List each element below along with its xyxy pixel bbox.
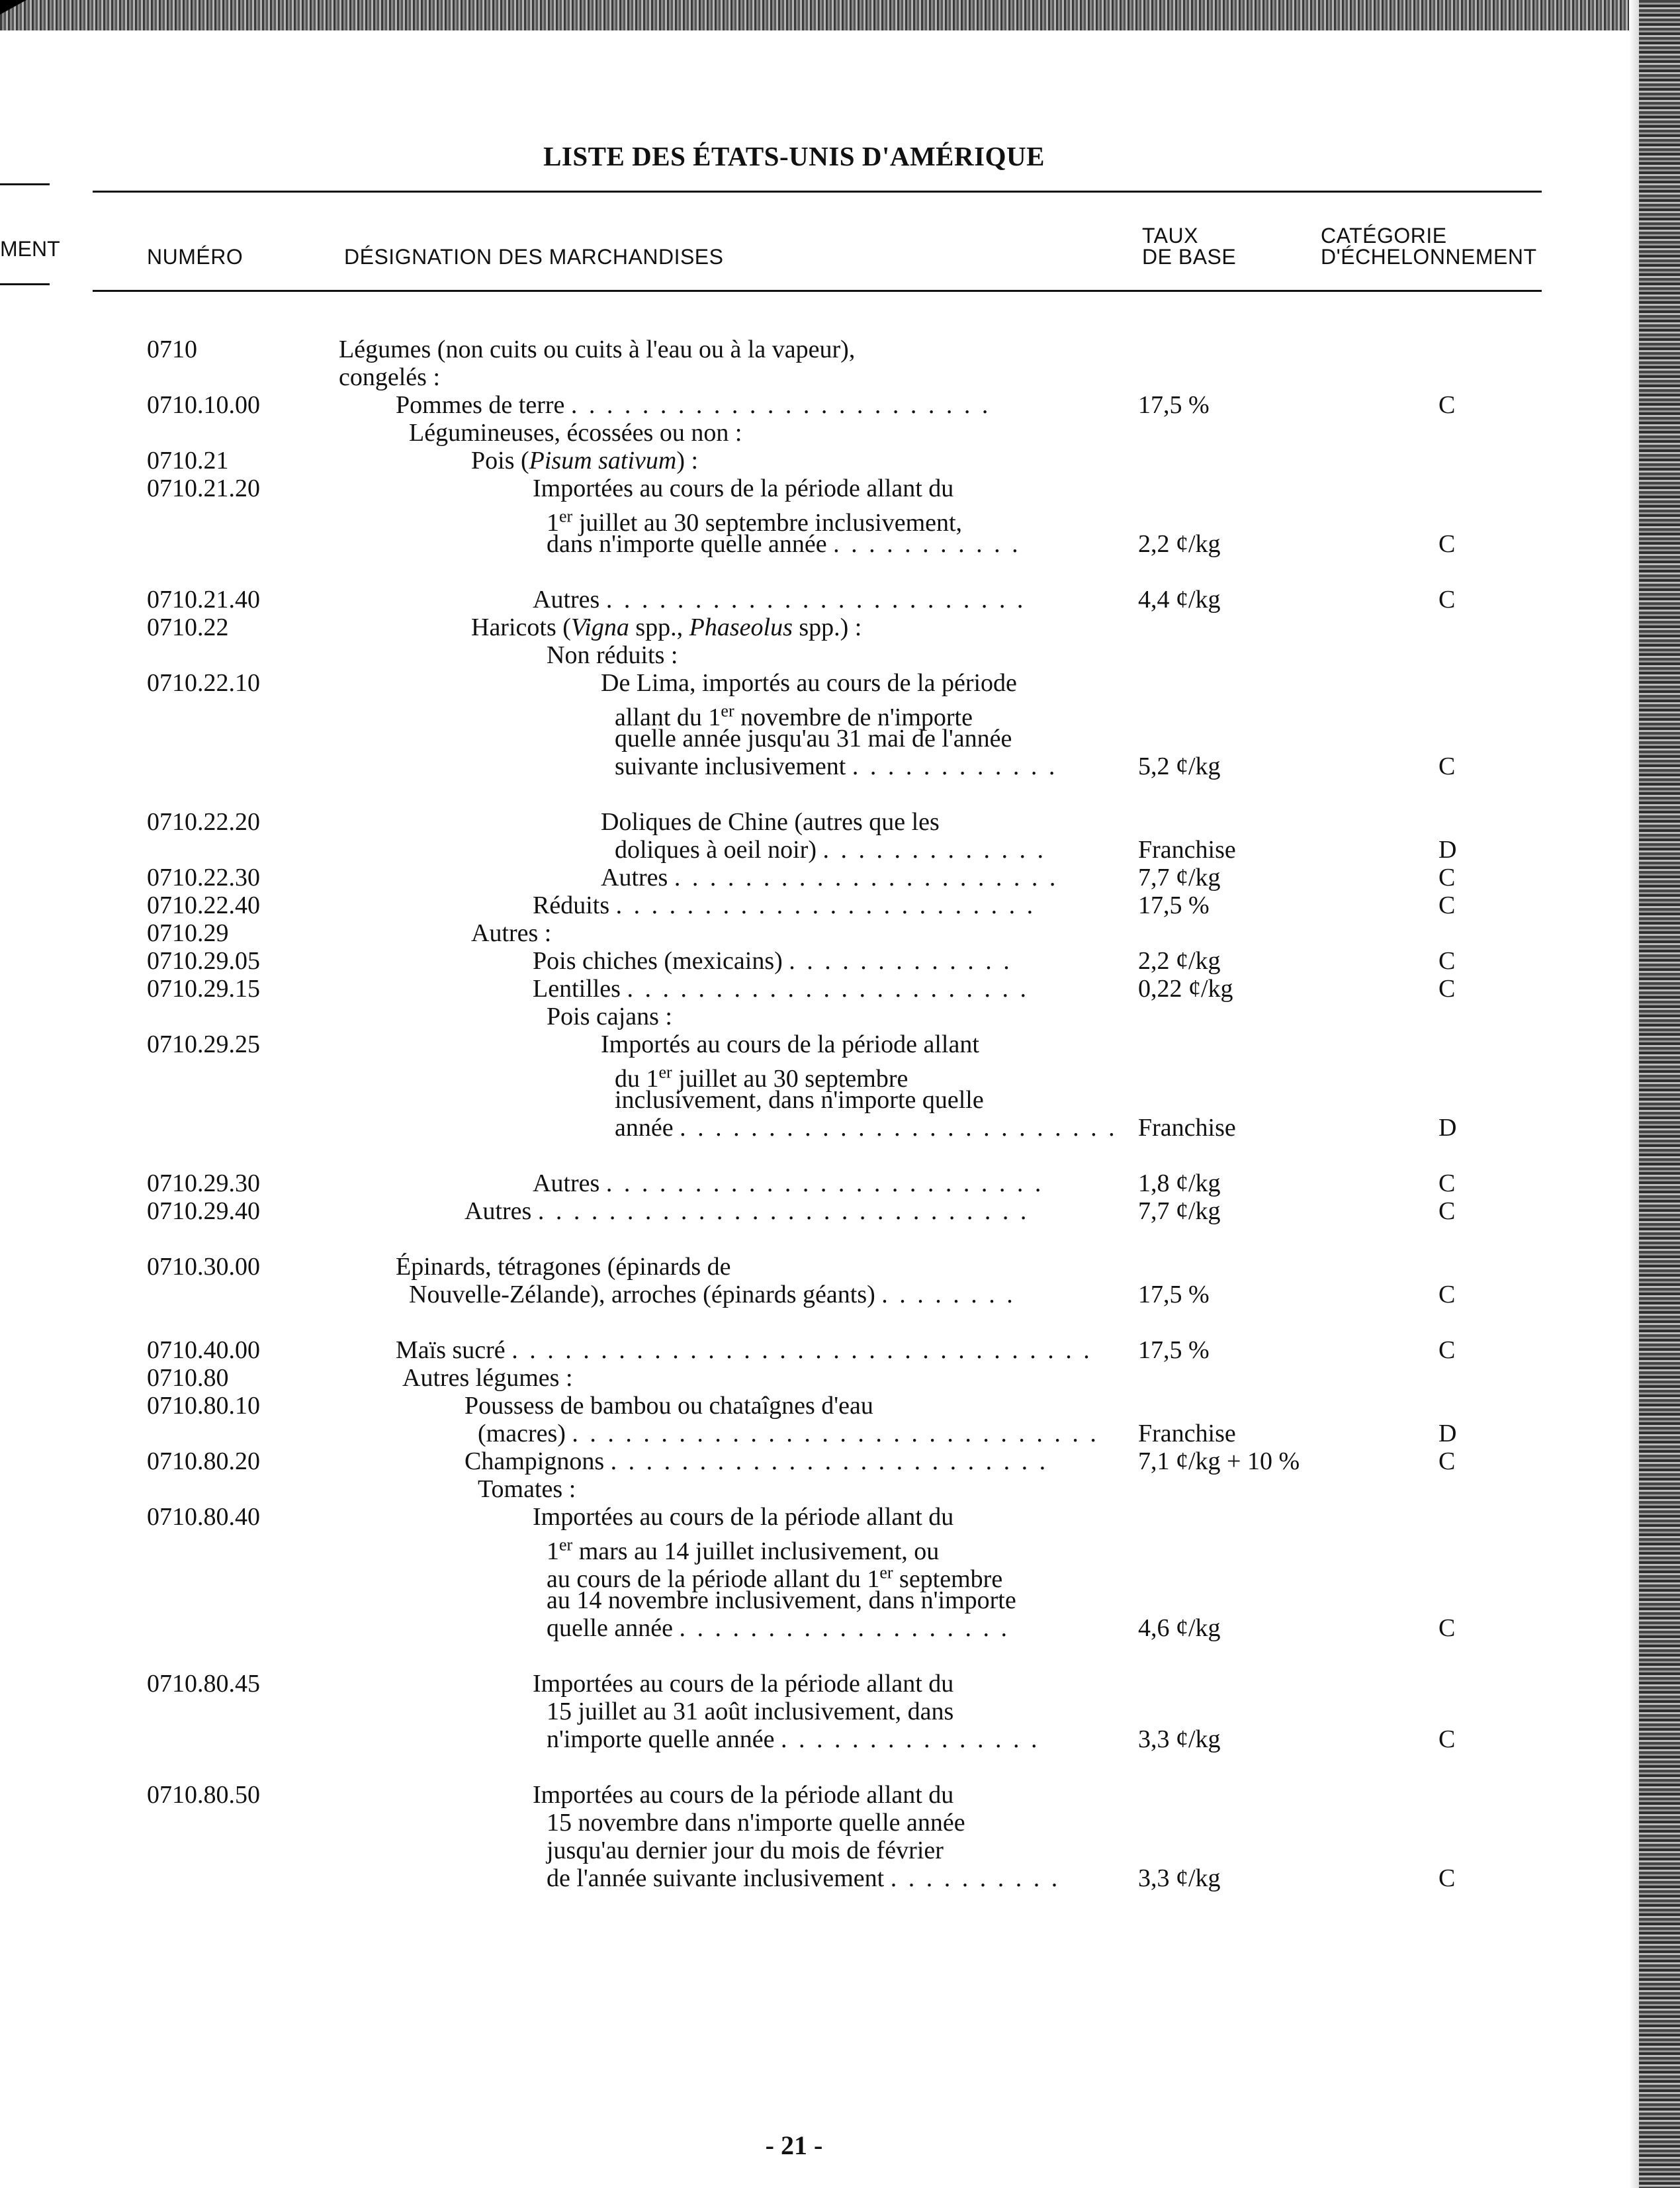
base-rate: Franchise [1138, 1420, 1236, 1447]
leader-dots: . . . . . . . . . . . . . [789, 947, 1012, 975]
description-text: quelle année [547, 1614, 673, 1642]
staging-category: C [1438, 752, 1456, 780]
goods-description [533, 1781, 953, 1809]
tariff-number: 0710.80.45 [147, 1670, 260, 1698]
page-number: - 21 - [765, 2130, 823, 2160]
goods-description [533, 1169, 1043, 1197]
base-rate: 2,2 ¢/kg [1138, 947, 1221, 975]
tariff-number: 0710.80.50 [147, 1781, 260, 1809]
goods-description [601, 1030, 979, 1058]
staging-category: C [1438, 1197, 1456, 1225]
tariff-number: 0710.29.05 [147, 947, 260, 975]
description-text: quelle année jusqu'au 31 mai de l'année [615, 725, 1012, 752]
staging-category: C [1438, 947, 1456, 975]
leader-dots: . . . . . . . . . . . . . . . . . . . . . . . . . [610, 1447, 1049, 1475]
description-text: jusqu'au dernier jour du mois de février [547, 1837, 944, 1864]
goods-description [547, 1864, 1060, 1892]
description-text: Autres [601, 864, 668, 891]
col-taux-line1: TAUX [1142, 224, 1198, 248]
leader-dots: . . . . . . . . . . . . . . . . . . . . . . . . [570, 391, 991, 419]
goods-description [533, 891, 1036, 919]
staging-category: C [1438, 1169, 1456, 1197]
staging-category: C [1438, 1281, 1456, 1308]
goods-description [547, 1003, 672, 1030]
description-text: Doliques de Chine (autres que les [601, 808, 940, 836]
description-text: du 1er juillet au 30 septembre [615, 1062, 908, 1093]
goods-description [547, 530, 1021, 558]
leader-dots: . . . . . . . . . . . . . . . . . . . . . . . . [605, 586, 1026, 614]
tariff-number: 0710 [147, 336, 197, 363]
staging-category: D [1438, 1420, 1457, 1447]
description-text: Tomates : [478, 1475, 576, 1503]
leader-dots: . . . . . . . . . . . [833, 530, 1021, 558]
description-text: Champignons [464, 1447, 605, 1475]
scan-right-shadow [1629, 0, 1640, 2188]
description-text: Légumineuses, écossées ou non : [409, 419, 742, 447]
description-text: dans n'importe quelle année [547, 530, 827, 558]
col-taux-line2: DE BASE [1142, 245, 1237, 269]
col-categorie-line1: CATÉGORIE [1321, 224, 1447, 248]
tariff-number: 0710.80.10 [147, 1392, 260, 1420]
description-text: Autres [533, 586, 600, 614]
tariff-number: 0710.22 [147, 614, 229, 641]
description-text: Pois chiches (mexicains) [533, 947, 783, 975]
goods-description [547, 1614, 1010, 1642]
description-text: 1er juillet au 30 septembre inclusivement, [547, 506, 963, 537]
goods-description [471, 614, 862, 641]
base-rate: 2,2 ¢/kg [1138, 530, 1221, 558]
tariff-number: 0710.21 [147, 447, 229, 475]
tariff-number: 0710.80 [147, 1364, 229, 1392]
stub-column-fragment: MENT [0, 237, 60, 261]
base-rate: 17,5 % [1138, 891, 1210, 919]
goods-description [615, 752, 1057, 780]
corner-mark [0, 0, 26, 15]
leader-dots: . . . . . . . . . . . . . . . . . . . . . . . . . . . . [537, 1197, 1030, 1225]
goods-description [615, 836, 1046, 864]
tariff-number: 0710.29.30 [147, 1169, 260, 1197]
base-rate: 7,7 ¢/kg [1138, 1197, 1221, 1225]
leader-dots: . . . . . . . . . . . . . . . . . . . . . . . . . . . . . . [572, 1420, 1099, 1447]
staging-category: C [1438, 891, 1456, 919]
base-rate: 0,22 ¢/kg [1138, 975, 1233, 1003]
scan-top-edge [0, 0, 1680, 30]
description-text: Légumes (non cuits ou cuits à l'eau ou à la vapeur), [339, 336, 856, 363]
goods-description [547, 1586, 1016, 1614]
staging-category: D [1438, 836, 1457, 864]
tariff-number: 0710.80.20 [147, 1447, 260, 1475]
base-rate: 1,8 ¢/kg [1138, 1169, 1221, 1197]
tariff-number: 0710.21.20 [147, 475, 260, 502]
staging-category: C [1438, 1336, 1456, 1364]
stub-rule-bottom [0, 283, 50, 285]
col-categorie-line2: D'ÉCHELONNEMENT [1321, 245, 1537, 269]
base-rate: Franchise [1138, 836, 1236, 864]
description-text: 1er mars au 14 juillet inclusivement, ou [547, 1535, 940, 1565]
base-rate: 7,7 ¢/kg [1138, 864, 1221, 891]
staging-category: C [1438, 1614, 1456, 1642]
staging-category: D [1438, 1114, 1457, 1142]
goods-description [547, 1837, 944, 1864]
goods-description [464, 1392, 873, 1420]
staging-category: C [1438, 1725, 1456, 1753]
goods-description [396, 1253, 731, 1281]
goods-description [396, 391, 991, 419]
header-rule-top [93, 191, 1542, 193]
leader-dots: . . . . . . . . . . . . . . . [781, 1725, 1040, 1753]
page-title: LISTE DES ÉTATS-UNIS D'AMÉRIQUE [543, 141, 1045, 171]
description-text: congelés : [339, 363, 441, 391]
staging-category: C [1438, 975, 1456, 1003]
goods-description [339, 336, 855, 363]
leader-dots: . . . . . . . . . . . . . . . . . . . . . . . . [615, 891, 1036, 919]
goods-description [533, 1670, 953, 1698]
goods-description [533, 1503, 953, 1531]
leader-dots: . . . . . . . . . . . . . . . . . . . . . . . . . . . . . . . . . [511, 1336, 1092, 1364]
goods-description [615, 1114, 1118, 1142]
goods-description [339, 363, 440, 391]
description-text: Autres légumes : [402, 1364, 573, 1392]
staging-category: C [1438, 391, 1456, 419]
goods-description [409, 1281, 1016, 1308]
scan-right-edge [1639, 0, 1680, 2188]
leader-dots: . . . . . . . . . . . . . . . . . . . . . . . . . [605, 1169, 1044, 1197]
description-text: année [615, 1114, 674, 1142]
description-text: Importées au cours de la période allant du [533, 1670, 954, 1698]
goods-description [396, 1336, 1092, 1364]
leader-dots: . . . . . . . . . . . . . . . . . . . [679, 1614, 1010, 1642]
staging-category: C [1438, 1864, 1456, 1892]
staging-category: C [1438, 586, 1456, 614]
goods-description [533, 947, 1012, 975]
description-text: 15 juillet au 31 août inclusivement, dans [547, 1698, 954, 1725]
base-rate: 3,3 ¢/kg [1138, 1725, 1221, 1753]
base-rate: Franchise [1138, 1114, 1236, 1142]
goods-description [471, 447, 698, 475]
base-rate: 4,6 ¢/kg [1138, 1614, 1221, 1642]
leader-dots: . . . . . . . . . . . . [852, 752, 1058, 780]
description-text: Importées au cours de la période allant du [533, 1503, 954, 1531]
tariff-number: 0710.80.40 [147, 1503, 260, 1531]
description-text: inclusivement, dans n'importe quelle [615, 1086, 984, 1114]
goods-description [547, 1809, 965, 1837]
description-text: De Lima, importés au cours de la période [601, 669, 1017, 697]
tariff-number: 0710.29.25 [147, 1030, 260, 1058]
goods-description [464, 1447, 1048, 1475]
description-text: doliques à oeil noir) [615, 836, 817, 864]
header-rule-bottom [93, 290, 1542, 292]
goods-description [464, 1197, 1029, 1225]
description-text: Pois cajans : [547, 1003, 672, 1030]
goods-description [533, 475, 953, 502]
description-text: Importées au cours de la période allant du [533, 475, 954, 502]
description-text: suivante inclusivement [615, 752, 846, 780]
description-text: Pommes de terre [396, 391, 565, 419]
goods-description [478, 1475, 576, 1503]
description-text: Pois (Pisum sativum) : [471, 447, 699, 475]
tariff-number: 0710.22.40 [147, 891, 260, 919]
description-text: Haricots (Vigna spp., Phaseolus spp.) : [471, 614, 862, 641]
description-text: au 14 novembre inclusivement, dans n'importe [547, 1586, 1016, 1614]
tariff-number: 0710.22.10 [147, 669, 260, 697]
goods-description [402, 1364, 573, 1392]
tariff-number: 0710.22.30 [147, 864, 260, 891]
tariff-number: 0710.22.20 [147, 808, 260, 836]
goods-description [409, 419, 742, 447]
description-text: allant du 1er novembre de n'importe [615, 701, 973, 731]
description-text: Autres [464, 1197, 532, 1225]
base-rate: 4,4 ¢/kg [1138, 586, 1221, 614]
base-rate: 17,5 % [1138, 1281, 1210, 1308]
description-text: Poussess de bambou ou chataîgnes d'eau [464, 1392, 873, 1420]
tariff-number: 0710.21.40 [147, 586, 260, 614]
tariff-number: 0710.29.15 [147, 975, 260, 1003]
leader-dots: . . . . . . . . . . . . . . . . . . . . . . . [627, 975, 1029, 1003]
goods-description [615, 1086, 984, 1114]
goods-description [547, 1698, 953, 1725]
goods-description [471, 919, 551, 947]
description-text: Non réduits : [547, 641, 678, 669]
leader-dots: . . . . . . . . . . . . . . . . . . . . . . . . . [680, 1114, 1118, 1142]
goods-description [601, 864, 1058, 891]
leader-dots: . . . . . . . . . . . . . [822, 836, 1046, 864]
description-text: Autres [533, 1169, 600, 1197]
description-text: Maïs sucré [396, 1336, 506, 1364]
description-text: Importés au cours de la période allant [601, 1030, 979, 1058]
tariff-number: 0710.29.40 [147, 1197, 260, 1225]
col-designation: DÉSIGNATION DES MARCHANDISES [344, 245, 724, 269]
description-text: n'importe quelle année [547, 1725, 775, 1753]
description-text: 15 novembre dans n'importe quelle année [547, 1809, 965, 1837]
description-text: au cours de la période allant du 1er septembre [547, 1563, 1003, 1593]
base-rate: 17,5 % [1138, 1336, 1210, 1364]
staging-category: C [1438, 1447, 1456, 1475]
description-text: (macres) [478, 1420, 566, 1447]
tariff-number: 0710.10.00 [147, 391, 260, 419]
leader-dots: . . . . . . . . . . . . . . . . . . . . . . [674, 864, 1059, 891]
goods-description [615, 725, 1012, 752]
goods-description [533, 586, 1026, 614]
tariff-number: 0710.29 [147, 919, 229, 947]
stub-rule-top [0, 183, 50, 185]
goods-description [478, 1420, 1099, 1447]
description-text: Réduits [533, 891, 610, 919]
tariff-number: 0710.40.00 [147, 1336, 260, 1364]
goods-description [547, 641, 678, 669]
base-rate: 3,3 ¢/kg [1138, 1864, 1221, 1892]
staging-category: C [1438, 530, 1456, 558]
leader-dots: . . . . . . . . . . [890, 1864, 1061, 1892]
description-text: de l'année suivante inclusivement [547, 1864, 885, 1892]
description-text: Importées au cours de la période allant du [533, 1781, 954, 1809]
goods-description [533, 975, 1029, 1003]
tariff-number: 0710.30.00 [147, 1253, 260, 1281]
leader-dots: . . . . . . . . [881, 1281, 1016, 1308]
description-text: Autres : [471, 919, 552, 947]
goods-description [547, 1725, 1040, 1753]
goods-description [601, 808, 940, 836]
description-text: Épinards, tétragones (épinards de [396, 1253, 731, 1281]
base-rate: 7,1 ¢/kg + 10 % [1138, 1447, 1300, 1475]
base-rate: 5,2 ¢/kg [1138, 752, 1221, 780]
description-text: Lentilles [533, 975, 621, 1003]
goods-description [601, 669, 1017, 697]
col-numero: NUMÉRO [147, 245, 243, 269]
description-text: Nouvelle-Zélande), arroches (épinards géants) [409, 1281, 875, 1308]
staging-category: C [1438, 864, 1456, 891]
base-rate: 17,5 % [1138, 391, 1210, 419]
